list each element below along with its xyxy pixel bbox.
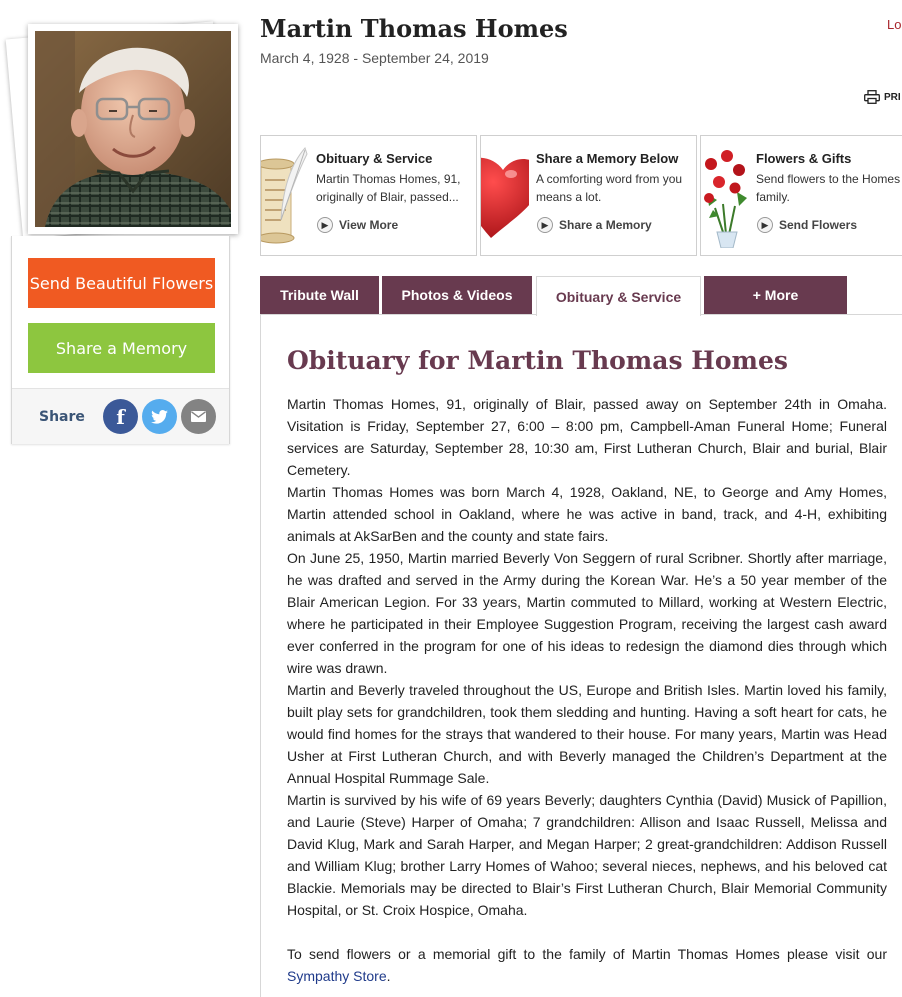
page-title: Martin Thomas Homes bbox=[260, 14, 568, 43]
sympathy-store-link[interactable]: Sympathy Store bbox=[287, 968, 387, 984]
card-link-label: Send Flowers bbox=[779, 218, 858, 232]
share-memory-link[interactable] bbox=[537, 217, 652, 233]
card-description: A comforting word from you means a lot. bbox=[536, 172, 683, 204]
portrait-frame[interactable] bbox=[28, 24, 238, 234]
email-share-button[interactable] bbox=[181, 399, 216, 434]
rose-bouquet-icon bbox=[701, 144, 749, 248]
card-description: Send flowers to the Homes family. bbox=[756, 172, 901, 204]
card-link-label: View More bbox=[339, 218, 399, 232]
obituary-paragraph: Martin Thomas Homes was born March 4, 1928, Oakland, NE, to George and Amy Homes, Martin attended school in Oakland, where he was active in band, track, and 4-H, exhibiting animals at AkSarBen and the county and state fairs. bbox=[287, 484, 887, 544]
envelope-icon bbox=[191, 411, 206, 422]
obituary-text bbox=[287, 393, 887, 921]
share-row bbox=[12, 388, 229, 444]
tab-photos-videos[interactable]: Photos & Videos bbox=[382, 276, 532, 314]
twitter-share-button[interactable] bbox=[142, 399, 177, 434]
life-dates: March 4, 1928 - September 24, 2019 bbox=[260, 50, 489, 66]
chevron-right-icon: ▶ bbox=[757, 217, 773, 233]
send-flowers-button[interactable]: Send Beautiful Flowers bbox=[28, 258, 215, 308]
card-obituary-service[interactable] bbox=[260, 135, 477, 256]
view-more-link[interactable] bbox=[317, 217, 398, 233]
sympathy-store-suffix: . bbox=[386, 968, 391, 984]
scroll-quill-icon bbox=[261, 144, 309, 248]
printer-icon bbox=[864, 90, 880, 104]
facebook-share-button[interactable] bbox=[103, 399, 138, 434]
sympathy-store-note bbox=[287, 943, 887, 987]
card-flowers-gifts[interactable] bbox=[700, 135, 902, 256]
portrait-photo bbox=[35, 31, 231, 227]
obituary-paragraph: Martin and Beverly traveled throughout the US, Europe and British Isles. Martin loved his family, built play sets for grandchildren, took them sledding and hunting. Having a soft heart for cats, he would find homes for the strays that wandered to their house. For many years, Martin was Head Usher at First Lutheran Church, and with Beverly managed the Children’s Department at the Annual Hospital Rummage Sale. bbox=[287, 682, 887, 786]
tab-more[interactable]: + More bbox=[704, 276, 847, 314]
login-link[interactable]: Lo bbox=[887, 17, 902, 32]
obituary-title: Obituary for Martin Thomas Homes bbox=[287, 346, 788, 375]
send-flowers-link[interactable] bbox=[757, 217, 857, 233]
card-share-memory[interactable] bbox=[480, 135, 697, 256]
photo-stack bbox=[0, 0, 240, 240]
card-title: Flowers & Gifts bbox=[756, 151, 852, 166]
card-title: Obituary & Service bbox=[316, 151, 433, 166]
print-label: PRI bbox=[884, 91, 901, 103]
card-description: Martin Thomas Homes, 91, originally of Blair, passed... bbox=[316, 172, 461, 204]
tab-tribute-wall[interactable]: Tribute Wall bbox=[260, 276, 379, 314]
obituary-paragraph: Martin Thomas Homes, 91, originally of Blair, passed away on September 24th in Omaha. Visitation is Friday, September 27, 6:00 – 8:00 pm, Campbell-Aman Funeral Home; Funeral services are Saturday, September 28, 10:30 am, First Lutheran Church, Blair and burial, Blair Cemetery. bbox=[287, 396, 887, 478]
chevron-right-icon: ▶ bbox=[537, 217, 553, 233]
sympathy-store-text: To send flowers or a memorial gift to the family of Martin Thomas Homes please visit our bbox=[287, 946, 887, 962]
share-label: Share bbox=[39, 408, 85, 425]
twitter-icon bbox=[151, 410, 168, 424]
card-link-label: Share a Memory bbox=[559, 218, 652, 232]
sidebar-panel bbox=[11, 236, 230, 444]
heart-icon bbox=[481, 144, 529, 248]
facebook-icon: f bbox=[116, 404, 125, 429]
chevron-right-icon: ▶ bbox=[317, 217, 333, 233]
print-button[interactable] bbox=[864, 90, 901, 104]
tab-obituary-service[interactable]: Obituary & Service bbox=[536, 276, 701, 316]
obituary-paragraph: Martin is survived by his wife of 69 years Beverly; daughters Cynthia (David) Musick of Papillion, and Laurie (Steve) Harper of Omaha; 7 grandchildren: Allison and Isaac Russell, Melissa and David Klug, Mark and Sarah Harper, and Megan Harper; 2 great-grandchildren: Addison Russell and William Klug; brother Larry Homes of Wahoo; several nieces, nephews, and his beloved cat Blackie. Memorials may be directed to Blair’s First Lutheran Church, Blair Memorial Community Hospital, or St. Croix Hospice, Omaha. bbox=[287, 792, 887, 918]
share-memory-button[interactable]: Share a Memory bbox=[28, 323, 215, 373]
card-title: Share a Memory Below bbox=[536, 151, 679, 166]
obituary-paragraph: On June 25, 1950, Martin married Beverly Von Seggern of rural Scribner. Shortly after marriage, he was drafted and served in the Army during the Korean War. He’s a 50 year member of the Blair American Legion. For 33 years, Martin commuted to Millard, working at Western Electric, where he participated in their Employee Suggestion Program, receiving the largest cash award ever conferred in the program for one of his ideas to redesign the diamond dies through which wire was drawn. bbox=[287, 550, 887, 676]
